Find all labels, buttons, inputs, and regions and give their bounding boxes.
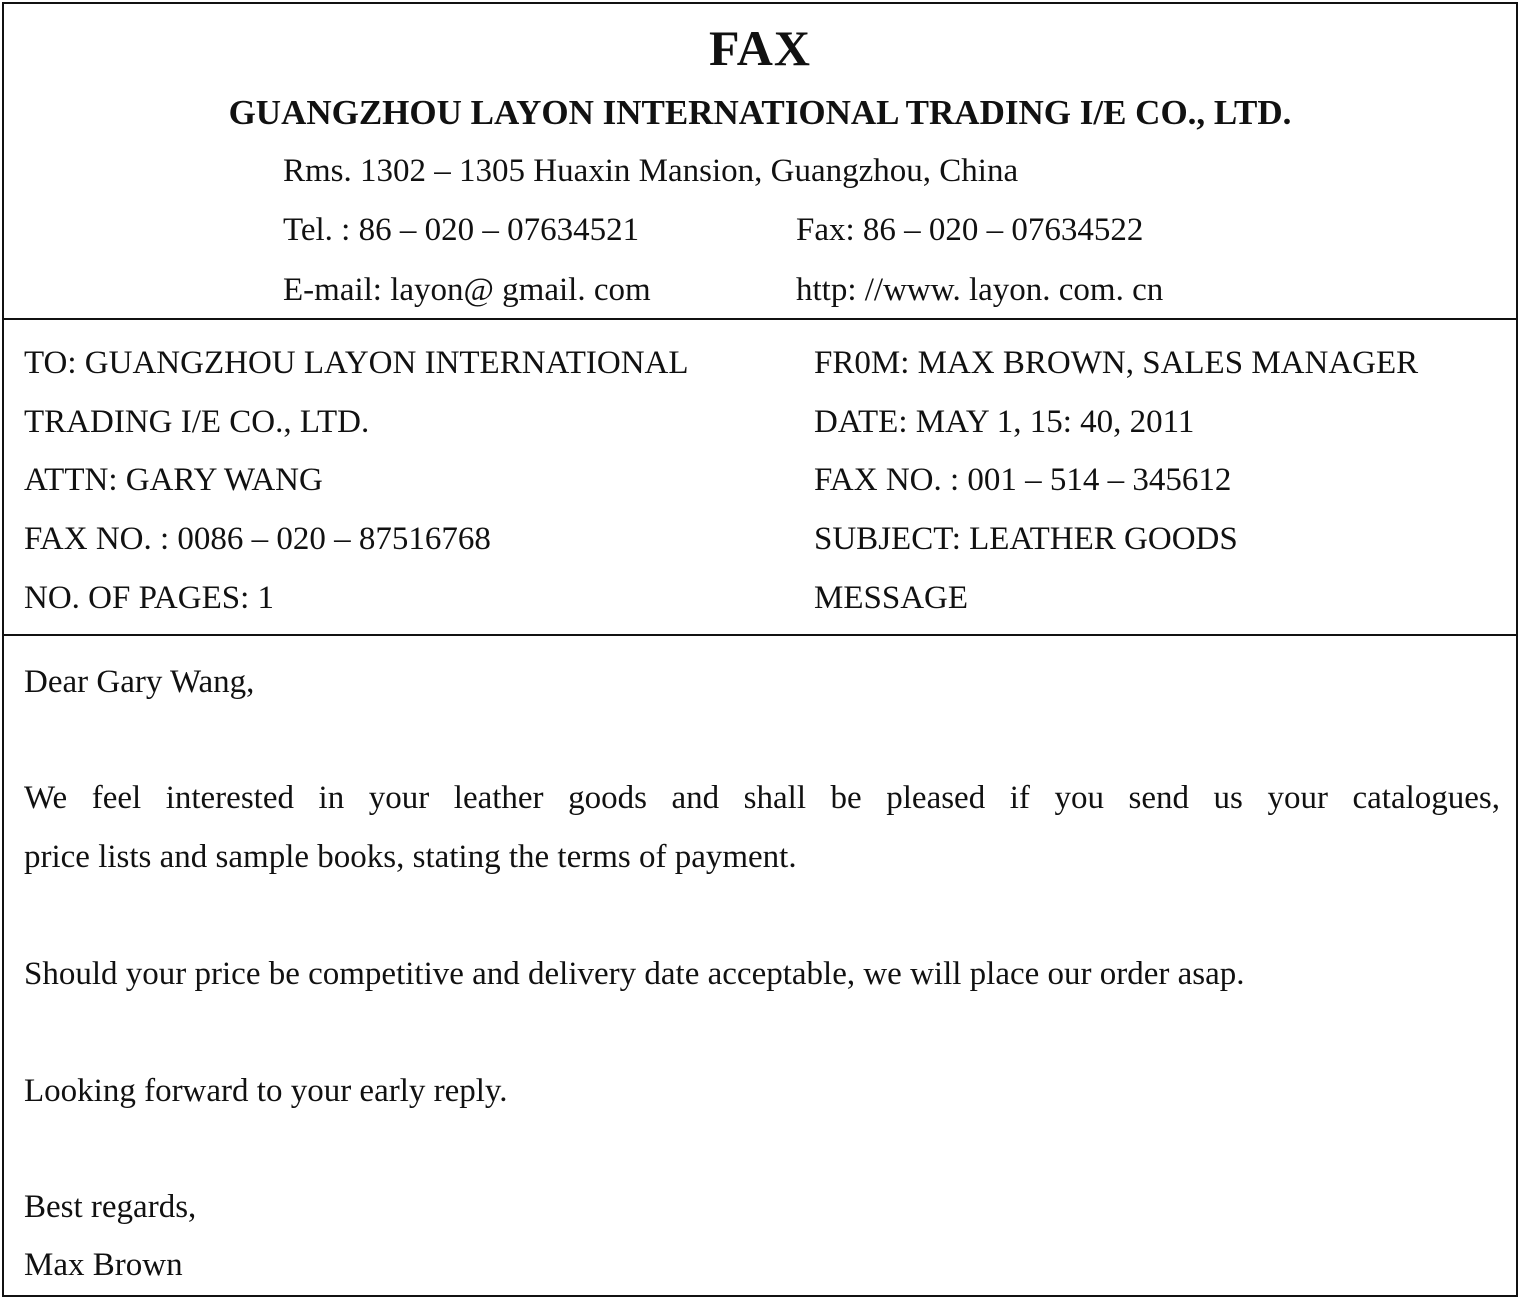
- company-website: http: //www. layon. com. cn: [796, 272, 1164, 308]
- signature: Max Brown: [24, 1247, 183, 1283]
- paragraph-2: Should your price be competitive and delivery date acceptable, we will place our order asap.: [24, 956, 1245, 992]
- subject-line: SUBJECT: LEATHER GOODS: [814, 521, 1238, 557]
- message-body: [4, 636, 1516, 1297]
- routing-section: [4, 320, 1516, 636]
- to-line-1: TO: GUANGZHOU LAYON INTERNATIONAL: [24, 345, 689, 381]
- closing: Best regards,: [24, 1189, 197, 1225]
- message-label: MESSAGE: [814, 580, 969, 616]
- company-address: Rms. 1302 – 1305 Huaxin Mansion, Guangzhou, China: [283, 153, 1019, 189]
- company-tel: Tel. : 86 – 020 – 07634521: [283, 212, 640, 248]
- fax-header: [4, 4, 1516, 320]
- to-fax-number: FAX NO. : 0086 – 020 – 87516768: [24, 521, 491, 557]
- salutation: Dear Gary Wang,: [24, 664, 255, 700]
- to-line-2: TRADING I/E CO., LTD.: [24, 404, 370, 440]
- attn-line: ATTN: GARY WANG: [24, 462, 323, 498]
- company-name: GUANGZHOU LAYON INTERNATIONAL TRADING I/E CO., LTD.: [228, 93, 1292, 132]
- company-fax: Fax: 86 – 020 – 07634522: [796, 212, 1144, 248]
- fax-document: [2, 2, 1518, 1297]
- company-email: E-mail: layon@ gmail. com: [283, 272, 651, 308]
- number-of-pages: NO. OF PAGES: 1: [24, 580, 275, 616]
- from-line: FR0M: MAX BROWN, SALES MANAGER: [814, 345, 1419, 381]
- from-fax-number: FAX NO. : 001 – 514 – 345612: [814, 462, 1232, 498]
- paragraph-3: Looking forward to your early reply.: [24, 1073, 508, 1109]
- fax-title: FAX: [708, 20, 812, 76]
- date-line: DATE: MAY 1, 15: 40, 2011: [814, 404, 1195, 440]
- paragraph-1-line-1: We feel interested in your leather goods and shall be pleased if you send us your catalogues,: [24, 780, 1500, 816]
- paragraph-1-line-2: price lists and sample books, stating the terms of payment.: [24, 839, 797, 875]
